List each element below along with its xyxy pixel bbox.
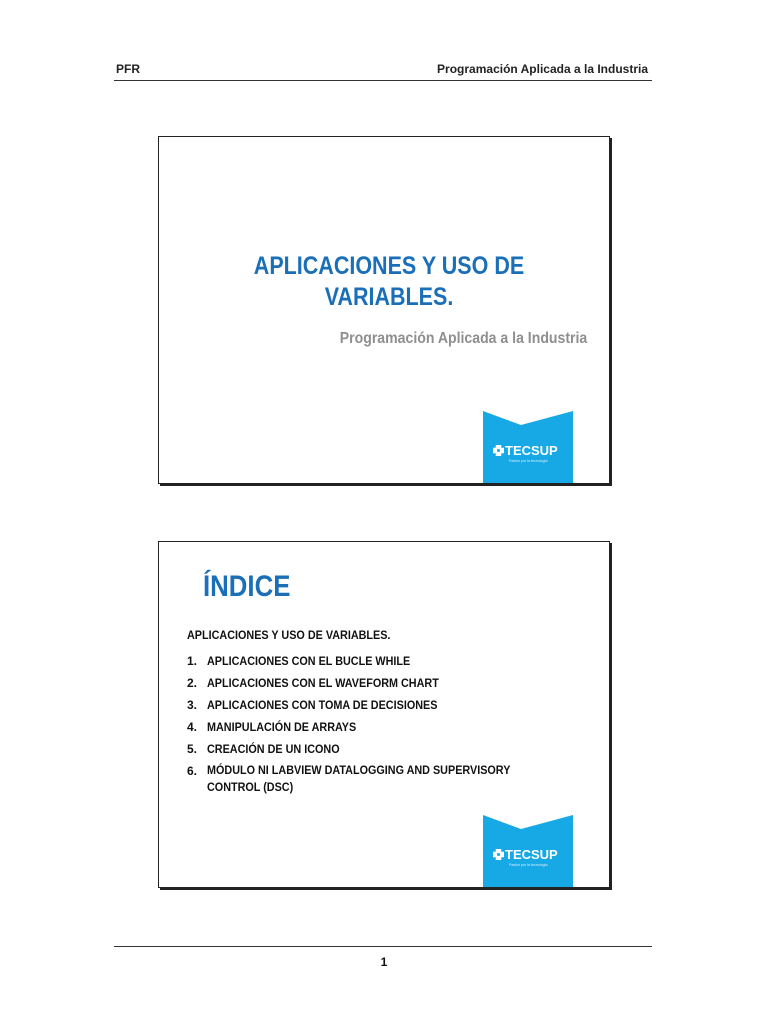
index-item-text: APLICACIONES CON EL BUCLE WHILE	[207, 654, 411, 668]
page-number: 1	[380, 955, 388, 969]
index-item-number: 3.	[187, 698, 198, 712]
slide-title-line-2: VARIABLES.	[324, 283, 454, 311]
slide-title-line-1: APLICACIONES Y USO DE	[253, 252, 525, 280]
logo-tagline: Pasión por la tecnología	[509, 863, 548, 867]
index-item-number: 4.	[187, 720, 198, 734]
index-item	[187, 650, 587, 672]
index-item-text: MANIPULACIÓN DE ARRAYS	[207, 720, 357, 734]
index-intro: APLICACIONES Y USO DE VARIABLES.	[187, 628, 391, 642]
footer-divider	[114, 946, 652, 947]
header-divider	[114, 80, 652, 81]
index-item	[187, 694, 587, 716]
index-item-number: 5.	[187, 742, 198, 756]
tecsup-logo	[483, 815, 573, 887]
logo-text: TECSUP	[505, 443, 558, 458]
index-slide	[158, 541, 610, 888]
slide-subtitle: Programación Aplicada a la Industria	[339, 330, 587, 347]
index-heading: ÍNDICE	[203, 570, 291, 603]
tecsup-logo	[483, 411, 573, 483]
logo-tagline: Pasión por la tecnología	[509, 459, 548, 463]
title-slide	[158, 136, 610, 484]
index-item	[187, 738, 587, 760]
page-header-left: PFR	[116, 62, 140, 76]
index-item-text: MÓDULO NI LABVIEW DATALOGGING AND SUPERVISORY CONTROL (DSC)	[207, 763, 511, 794]
index-item-number: 1.	[187, 654, 198, 668]
page-header-right: Programación Aplicada a la Industria	[437, 62, 648, 76]
index-item	[187, 672, 587, 694]
index-item	[187, 760, 587, 796]
slide-title	[226, 251, 553, 313]
index-item-text: APLICACIONES CON TOMA DE DECISIONES	[207, 698, 438, 712]
index-item-number: 2.	[187, 676, 198, 690]
index-item-number: 6.	[187, 764, 198, 778]
index-item-text: CREACIÓN DE UN ICONO	[207, 742, 340, 756]
index-item-text: APLICACIONES CON EL WAVEFORM CHART	[207, 676, 439, 690]
logo-mark-icon	[493, 445, 504, 456]
index-item	[187, 716, 587, 738]
logo-mark-icon	[493, 849, 504, 860]
logo-text: TECSUP	[505, 847, 558, 862]
index-list	[187, 650, 587, 796]
